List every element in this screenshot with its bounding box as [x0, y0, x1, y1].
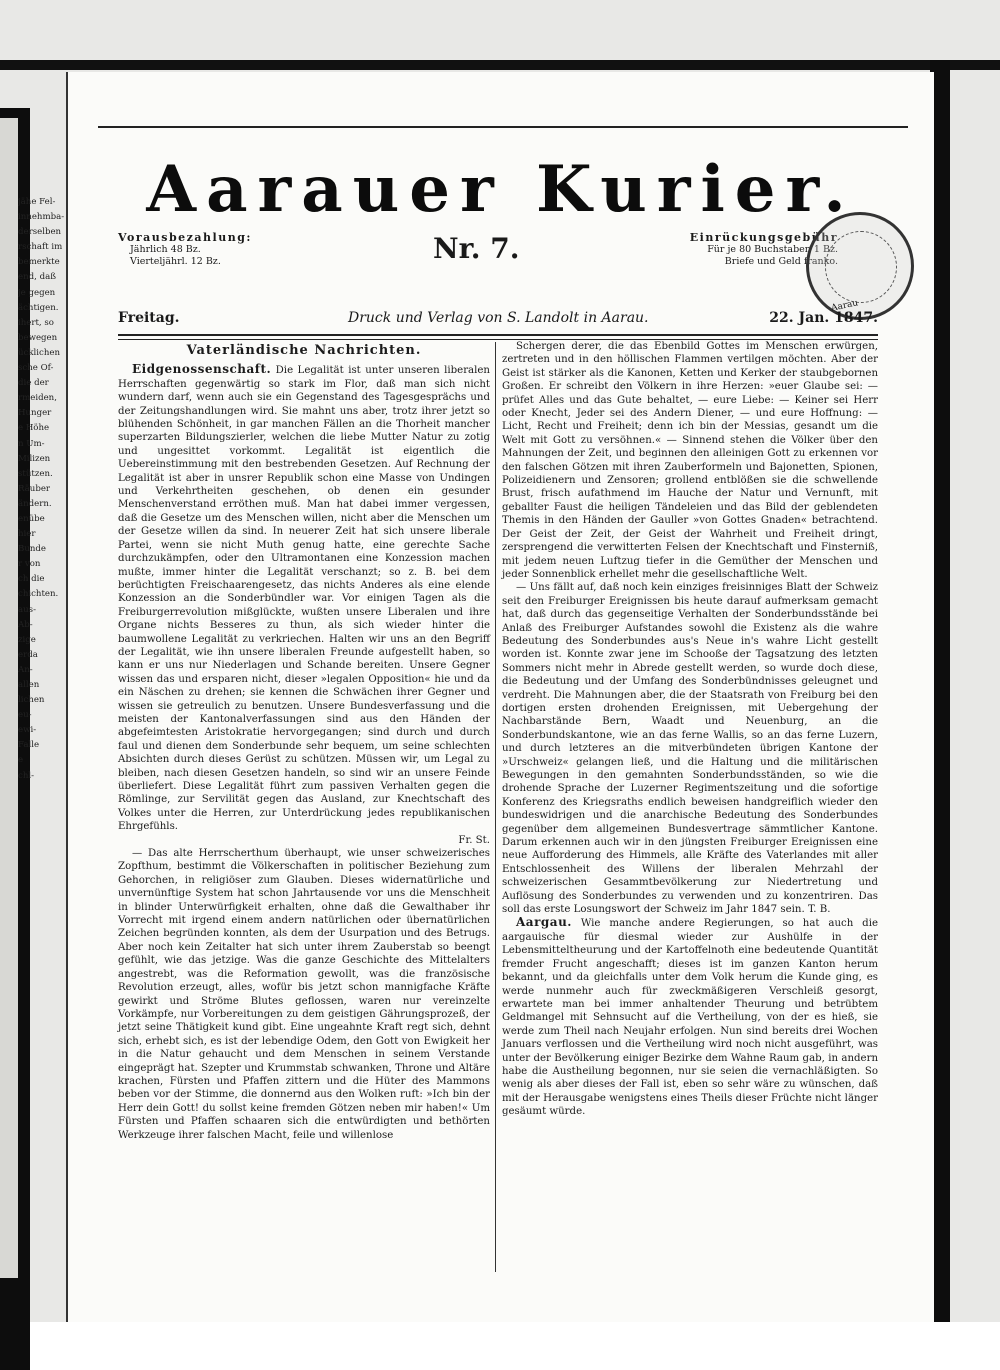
previous-page-line: Falle	[18, 740, 40, 751]
previous-page-line: erda	[18, 649, 38, 660]
previous-page-line: enübe	[18, 513, 45, 524]
previous-page-line: rmeiden,	[18, 393, 57, 404]
article-signature: Fr. St.	[458, 834, 490, 846]
previous-page-line: ch die	[18, 574, 45, 585]
article-text: Wie manche andere Regierungen, so hat auch die aargauische für diesmal wieder zur Aushülfe in der Lebensmitteltheurung und der Kartoffelnoth eine bedeutende Quantität fremder Frucht angeschafft; dieses ist im ganzen Kanton herum bekannt, und da gleichfalls unter dem Volk herum die Kunde ging, es werde nunmehr auch für zweckmäßigeren Verschleiß gesorgt, erwartete man bei immer anhaltender Theurung und betrübtem Geldmangel mit Sehnsucht auf die Vertheilung, von der es hieß, sie werde zum Theil nach Neujahr erfolgen. Nun sind bereits drei Wochen Januars verflossen und die Vertheilung wird noch nicht ausgeführt, was unter der Bevölkerung einiger Bezirke dem Wahne Raum gab, in andern habe die Austheilung begonnen, nur sie seien die vernachläßigten. So wenig als aber dieses der Fall ist, eben so sehr wäre zu wünschen, daß mit der Herausgabe wenigstens eines Theils dieser Früchte nicht länger gesäumt würde.	[502, 918, 878, 1118]
printer-line: Druck und Verlag von S. Landolt in Aarau.	[348, 310, 649, 326]
issue-date: 22. Jan. 1847.	[769, 310, 878, 326]
previous-page-line: allen	[18, 680, 40, 690]
ad-rate: Für je 80 Buchstaben 1 Bz.	[707, 244, 838, 255]
previous-page-edge	[0, 118, 18, 1278]
newspaper-title: Aarauer Kurier.	[146, 152, 856, 227]
subscription-yearly: Jährlich 48 Bz.	[130, 244, 201, 255]
previous-page-line: Bunde	[18, 544, 46, 555]
column-divider	[495, 342, 496, 1272]
previous-page-line: n Um-	[18, 438, 45, 449]
previous-page-line: derselben	[18, 227, 62, 238]
previous-page-line: chl-	[18, 770, 34, 781]
previous-page-line: Ab-	[18, 619, 33, 630]
subscription-heading: Vorausbezahlung:	[118, 231, 252, 244]
previous-page-line: je gegen	[18, 287, 56, 298]
article-paragraph: Schergen derer, die das Ebenbild Gottes im Menschen erwürgen, zertreten und in den höllischen Flammen vertilgen möchten. Aber der Geist ist stärker als die Kanonen, Ketten und Kerker der staubgebornen Großen. Er schreibt den Völkern in ihre Herzen: »euer Glaube sei: — prüfet Alles und das Gute behaltet, — eure Liebe: — Keiner sei Herr oder Knecht, Jeder sei des Andern Diener, — und eure Hoffnung: — Licht, Recht und Freiheit; denn ich bin der Messias, gesandt um die Welt mit Gott zu versöhnen.« — Sinnend stehen die Völker über den Mahnungen der Zeit, und beginnen den alleinigen Gott zu erkennen vor den falschen Götzen mit ihren Zauberformeln und Bajonetten, Spionen, Polizeidienern und Zensoren; grollend entblößen sie die schwellende Brust, frisch aufathmend im Hauche der Natur und Vernunft, mit geballter Faust die heiligen Tändeleien und das Bild der geblendeten Themis in den Händen der Gauller »von Gottes Gnaden« betrachtend. Der Geist der Zeit, der Geist der Wahrheit und Freiheit dringt, zersprengend die verwitterten Felsen der Knechtschaft und Finsterniß, mit jedem neuen Luftzug tiefer in die Gemüther der Menschen und jeder Sonnenblick erhellet mehr die gesellschaftliche Welt.	[502, 341, 878, 580]
subscription-quarterly: Vierteljährl. 12 Bz.	[130, 256, 221, 267]
previous-page-line: Räuber	[18, 483, 51, 494]
article-lead: Eidgenossenschaft.	[132, 362, 272, 377]
previous-page-line: die der	[18, 378, 49, 389]
article-paragraph	[118, 363, 490, 833]
stamp-seal	[825, 231, 897, 303]
library-stamp	[806, 212, 914, 320]
previous-page-line: bewegen	[18, 332, 58, 343]
dateline	[118, 310, 878, 330]
previous-page-line: ächtigen.	[18, 302, 59, 313]
previous-page-line: chichten.	[18, 589, 59, 600]
previous-page-line: sche Of-	[18, 363, 54, 374]
previous-page-line: e	[18, 755, 24, 766]
newspaper-page	[66, 72, 934, 1322]
previous-page-line: innehmba-	[18, 212, 65, 223]
subscription-info	[118, 232, 278, 268]
article-lead: Aargau.	[516, 915, 572, 930]
issue-day: Freitag.	[118, 310, 180, 326]
previous-page-line: r von	[18, 559, 41, 570]
article-paragraph: — Uns fällt auf, daß noch kein einziges freisinniges Blatt der Schweiz seit den Freiburger Ereignissen bis heute darauf aufmerksam gemacht hat, daß durch das gegenseitige Verhalten der Sonderbundsstände bei Anlaß des Freiburger Aufstandes sowohl die Existenz als die wahre Bedeutung des Sonderbundes aus's Neue in's wahre Licht gestellt worden ist. Konnte zwar jene im Schooße der Tagsatzung des letzten Sommers nicht mehr in Abrede gestellt werden, so wurde doch diese, die Bedeutung und der Umfang des Sonderbündnisses geleugnet und verdreht. Die Mahnungen aber, die der Staatsrath von Freiburg bei den dortigen ersten drohenden Ereignissen, mit Uebergehung der Nachbarstände Bern, Waadt und Neuenburg, an die Sonderbundskantone, wie an das ferne Wallis, so an das ferne Luzern, und durch letzteres an die mitverbündeten übrigen Kantone der »Urschweiz« gelangen ließ, und die Haltung und die militärischen Bewegungen in den gemahnten Sonderbundsständen, so wie die drohende Sprache der Luzerner Regimentszeitung und die sofortige Konferenz des Kriegsraths endlich beweisen handgreiflich wieder den bundeswidrigen und die anarchische Bedeutung des Sonderbundes gegenüber dem allgemeinen Bundesvertrage sämmtlicher Kantone. Darum erkennen auch wir in den jüngsten Freiburger Ereignissen eine neue Aufforderung des Himmels, alle Kräfte des Vaterlandes mit aller Entschlossenheit des Willens der liberalen Mehrzahl der schweizerischen Gesammtbevölkerung zur Niedertretung und Auflösung des Sonderbundes zu verwenden und zu konzentriren. Das soll das erste Losungswort der Schweiz im Jahr 1847 sein. T. B.	[502, 582, 878, 916]
previous-page-line: e Höhe	[18, 423, 50, 434]
previous-page-line: rschaft im	[18, 242, 63, 253]
previous-page-line: Hunger	[18, 408, 52, 419]
previous-page-line: bemerkte	[18, 257, 60, 268]
issue-number: Nr. 7.	[433, 232, 520, 265]
previous-page-line: end, daß	[18, 272, 56, 283]
article-paragraph	[502, 916, 878, 1118]
previous-page-line: aus-	[18, 604, 36, 615]
left-column	[118, 340, 490, 1142]
previous-page-line: ihert, so	[18, 317, 54, 328]
previous-page-line: ändern.	[18, 498, 52, 509]
previous-page-line: hier	[18, 529, 36, 540]
section-title: Vaterländische Nachrichten.	[186, 343, 422, 358]
article-paragraph: — Das alte Herrscherthum überhaupt, wie unser schweizerisches Zopfthum, bestimmt die Völkerschaften in politischer Beziehung zum Gehorchen, in religiöser zum Glauben. Dieses widernatürliche und unvernünftige System hat schon Jahrtausende vor uns die Menschheit in blinder Unterwürfigkeit erhalten, ohne daß die Gewalthaber ihr Vorrecht mit irgend einem andern natürlichen oder übernatürlichen Zeichen begründen konnten, als dem der Usurpation und des Betrugs. Aber noch kein Zeitalter hat sich unter ihrem Zauberstab so beengt gefühlt, wie das jetzige. Was die ganze Geschichte des Mittelalters angestrebt, was die Reformation gewollt, was die französische Revolution erzeugt, alles, wofür bis jetzt schon mannigfache Kräfte gewirkt und Ströme Blutes geflossen, waren nur vereinzelte Vorkämpfe, nur Vorbereitungen zu dem geistigen Gährungsprozeß, der jetzt seine Thätigkeit kund gibt. Eine ungeahnte Kraft regt sich, dehnt sich, erhebt sich, es ist der lebendige Odem, den Gott von Ewigkeit her in die Natur gehaucht und dem Menschen in seinem Verstande eingeprägt hat. Szepter und Krummstab schwanken, Throne und Altäre krachen, Fürsten und Pfaffen zittern und die Hüter des Mammons beben vor der Stimme, die donnernd aus den Wolken ruft: »Ich bin der Herr dein Gott! du sollst keine fremden Götzen neben mir haben!« Um Fürsten und Pfaffen schaaren sich die entwürdigten und bethörten Werkzeuge ihrer falschen Macht, feile und willenlose	[118, 848, 490, 1141]
previous-page-line: zige	[18, 634, 36, 645]
previous-page-fragments	[18, 195, 66, 1295]
previous-page-line: ewi-	[18, 725, 37, 736]
previous-page-line: lichen	[18, 695, 45, 706]
previous-page-line: jähe Fel-	[18, 197, 56, 207]
masthead-rule	[98, 126, 908, 128]
ad-note: Briefe und Geld franko.	[724, 256, 838, 267]
right-column	[502, 340, 878, 1119]
previous-page-line: An-	[18, 664, 33, 675]
previous-page-line: ücklichen	[18, 347, 61, 358]
stamp-text: Aarau	[830, 298, 860, 314]
previous-page-line: Milizen	[18, 453, 51, 464]
previous-page-line: eu-	[18, 710, 32, 721]
previous-page-line: stützen.	[18, 468, 53, 479]
ad-heading: Einrückungsgebühr	[689, 231, 838, 244]
article-text: Die Legalität ist unter unseren liberalen Herrschaften gegenwärtig so stark im Flor, daß man sich nicht wundern darf, wenn auch sie ein Gegenstand des Tagesgesprächs und der Zeitungshandlungen wird. Sie mahnt uns aber, trotz ihrer jetzt so blühenden Schönheit, in gar manchen Fällen an die Thorheit mancher superzarten Bildungszierler, welchen die liebe Mutter Natur zu zotig und ungesittet vorkommt. Legalität ist eigentlich die Uebereinstimmung mit den bestrebenden Gesetzen. Auf Rechnung der Legalität ist aber in unsrer Republik schon eine Masse von Undingen und Verkehrtheiten geschehen, ob denen ein gesunder Menschenverstand erröthen muß. Man hat dabei immer vergessen, daß die Gesetze um des Menschen willen, nicht aber die Menschen um der Gesetze willen da sind. In neuerer Zeit hat sich unsere liberale Partei, wenn sie nicht Muth genug hatte, eine gerechte Sache durchzukämpfen, oder den Ultramontanen eine Konzession machen mußte, immer hinter die Legalität verschanzt; so z. B. bei dem berüchtigten Freischaarengesetz, das nichts Anderes als eine elende Konzession an die Sonderbündler war. Vor einigen Tagen als die Freiburgerrevolution mißglückte, wußten unsere Liberalen und ihre Organe nichts Besseres zu thun, als sich wieder hinter die baumwollene Legalität zu verkriechen. Halten wir uns an den Begriff der Legalität, wie ihn unsere liberalen Freunde aufgestellt haben, so kann er uns nur Niederlagen und Schande bereiten. Unsere Gegner wissen das und ersparen nicht, dieser »legalen Opposition« hie und da ein Näschen zu drehen; sie kennen die Schwächen ihrer Gegner und wissen sie getreulich zu benutzen. Unsere Bundesverfassung und die meisten der Kantonalverfassungen sind aus den Händen der abgefeimtesten Aristokratie hervorgegangen; sind durch und durch faul und dienen dem Sonderbunde sehr bequem, um seine schlechten Absichten durch dieses Gerüst zu schützen. Müssen wir, um Legal zu bleiben, nach diesen Gesetzen handeln, so sind wir an unsere Feinde überliefert. Diese Legalität führt zum passiven Verhalten gegen die Römlinge, zur Servilität gegen das Ausland, zur Knechtschaft des Volkes unter die Herren, zur Unterdrückung jedes republikanischen Ehrgefühls.	[118, 365, 490, 833]
scan-top-shadow	[0, 60, 1000, 70]
